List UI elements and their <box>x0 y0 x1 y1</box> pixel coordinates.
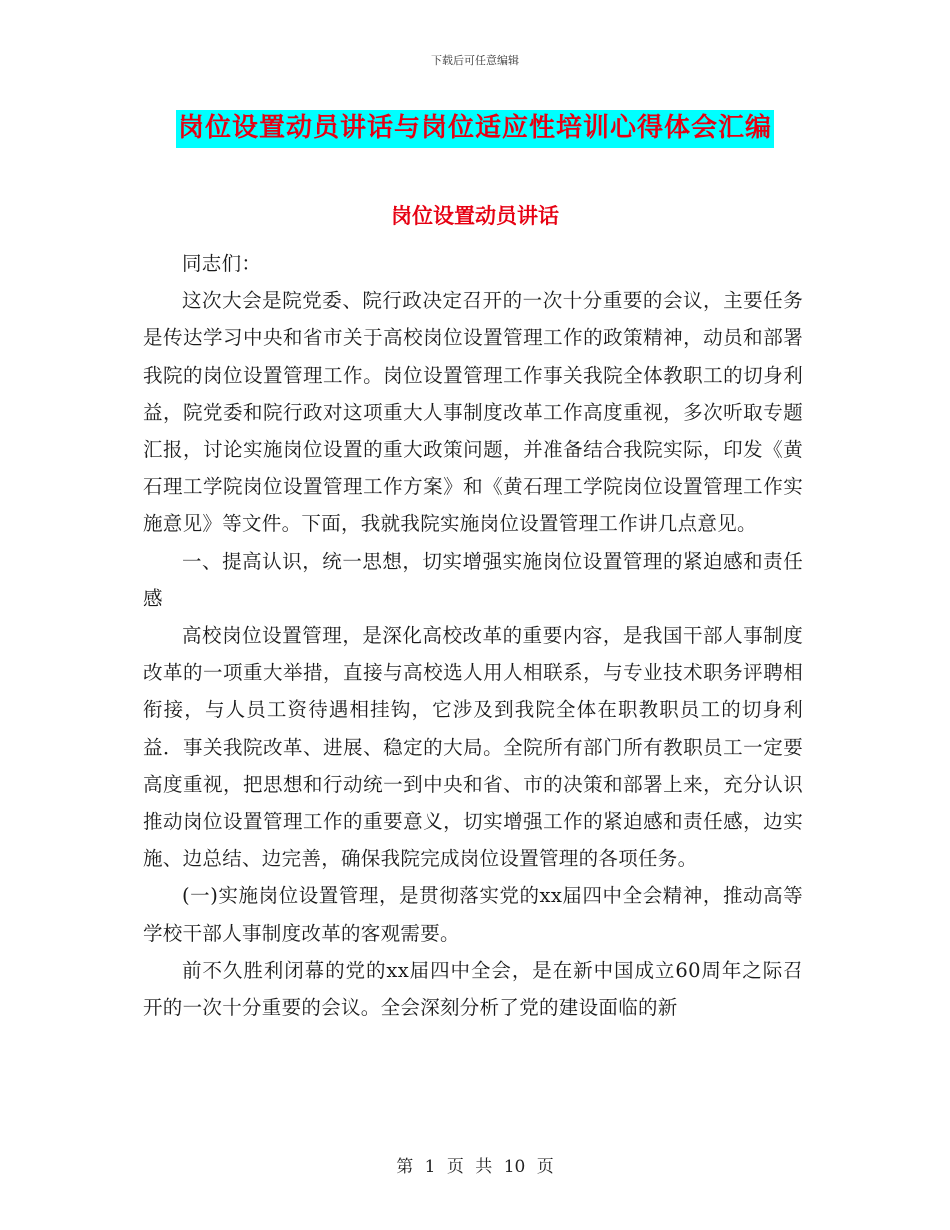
document-title: 岗位设置动员讲话与岗位适应性培训心得体会汇编 <box>176 110 774 148</box>
paragraph-salutation: 同志们： <box>182 252 262 275</box>
paragraph-subheading: (一)实施岗位设置管理，是贯彻落实党的xx届四中全会精神，推动高等学校干部人事制度改革的客观需要。 <box>143 884 803 945</box>
paragraph: 高校岗位设置管理，是深化高校改革的重要内容，是我国干部人事制度改革的一项重大举措，直接与高校选人用人相联系，与专业技术职务评聘相衔接，与人员工资待遇相挂钩，它涉及到我院全体在职教职员工的切身利益．事关我院改革、进展、稳定的大局。全院所有部门所有教职员工一定要高度重视，把思想和行动统一到中央和省、市的决策和部署上来，充分认识推动岗位设置管理工作的重要意义，切实增强工作的紧迫感和责任感，边实施、边总结、边完善，确保我院完成岗位设置管理的各项任务。 <box>143 624 803 871</box>
main-title-container <box>0 110 950 148</box>
paragraph: 这次大会是院党委、院行政决定召开的一次十分重要的会议，主要任务是传达学习中央和省市关于高校岗位设置管理工作的政策精神，动员和部署我院的岗位设置管理工作。岗位设置管理工作事关我院全体教职工的切身利益，院党委和院行政对这项重大人事制度改革工作高度重视，多次听取专题汇报，讨论实施岗位设置的重大政策问题，并准备结合我院实际，印发《黄石理工学院岗位设置管理工作方案》和《黄石理工学院岗位设置管理工作实施意见》等文件。下面，我就我院实施岗位设置管理工作讲几点意见。 <box>143 289 803 536</box>
paragraph: 前不久胜利闭幕的党的xx届四中全会，是在新中国成立60周年之际召开的一次十分重要的会议。全会深刻分析了党的建设面临的新 <box>143 958 803 1020</box>
section-title: 岗位设置动员讲话 <box>391 204 559 228</box>
paragraph-heading: 一、提高认识，统一思想，切实增强实施岗位设置管理的紧迫感和责任感 <box>143 549 803 610</box>
page-number: 第 1 页 共 10 页 <box>396 1157 554 1177</box>
document-body <box>143 245 803 1026</box>
page-header-note: 下载后可任意编辑 <box>431 54 519 67</box>
